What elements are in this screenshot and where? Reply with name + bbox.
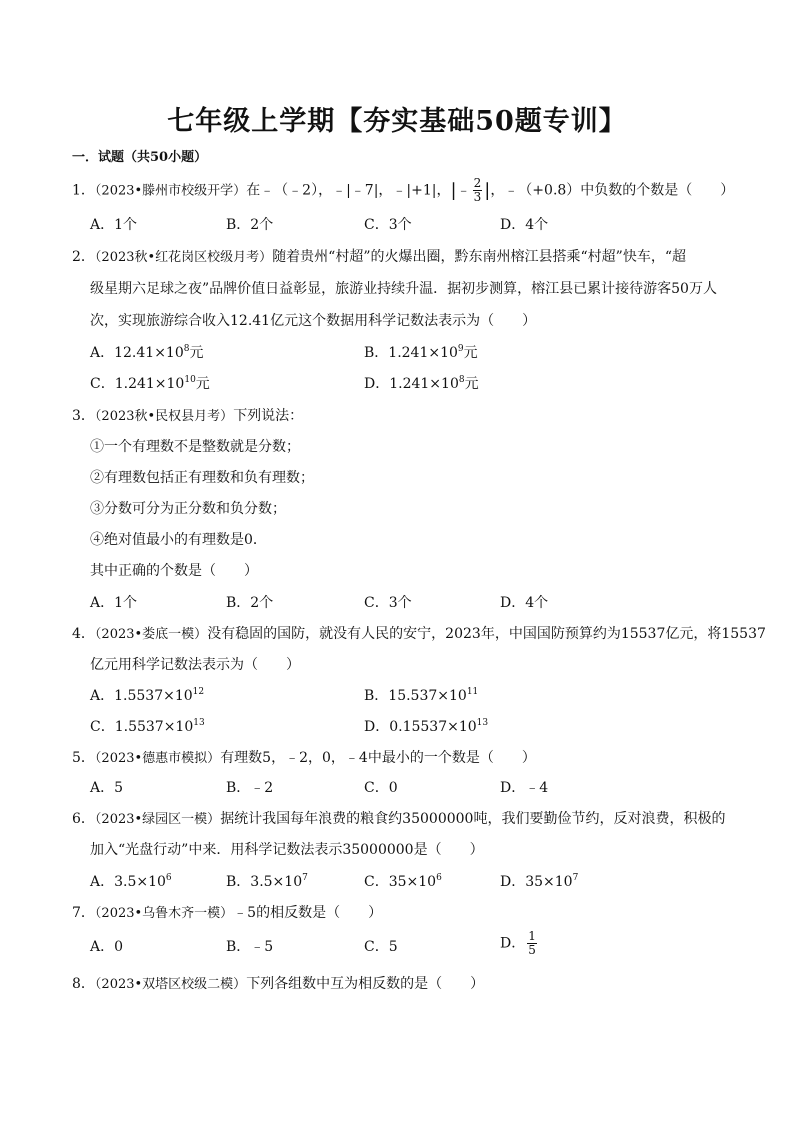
fraction: $\frac{1}{5}$ bbox=[528, 929, 536, 957]
option-d: D．$1.241\times 10^8$元 bbox=[364, 375, 479, 392]
question-4-line-2: 亿元用科学记数法表示为（ ） bbox=[90, 657, 300, 673]
question-source: （2023秋•红花岗区校级月考） bbox=[94, 250, 273, 265]
question-6 bbox=[72, 809, 725, 830]
option-d: D．$35\times 10^7$ bbox=[500, 873, 579, 890]
question-7 bbox=[72, 903, 382, 924]
option-c: C．3个 bbox=[364, 217, 412, 233]
question-text: 没有稳固的国防，就没有人民的安宁，2023年，中国国防预算约为15537亿元，将15537 bbox=[207, 626, 766, 642]
option-b: B．﹣2 bbox=[226, 780, 274, 796]
page-title: 七年级上学期【夯实基础50题专训】 bbox=[167, 106, 627, 137]
option-b: B．$1.241\times 10^9$元 bbox=[364, 344, 478, 361]
option-a: A．0 bbox=[90, 939, 124, 955]
option-a: A．5 bbox=[90, 780, 124, 796]
question-text: 有理数5，﹣2，0，﹣4中最小的一个数是（ ） bbox=[220, 750, 536, 766]
abs-bar-left: | bbox=[450, 179, 457, 201]
question-number: 8． bbox=[72, 976, 95, 992]
question-text: 下列各组数中互为相反数的是（ ） bbox=[246, 976, 485, 992]
option-b: B．2个 bbox=[226, 595, 274, 611]
question-4 bbox=[72, 624, 766, 645]
option-d: D． $\frac{1}{5}$ bbox=[500, 929, 536, 957]
option-b: B．$15.537\times 10^{11}$ bbox=[364, 687, 479, 704]
question-source: （2023•绿园区一模） bbox=[94, 812, 221, 827]
option-a: A．1个 bbox=[90, 217, 138, 233]
question-3 bbox=[72, 406, 303, 427]
option-d: D．4个 bbox=[500, 217, 549, 233]
question-text: 下列说法： bbox=[233, 408, 304, 424]
question-2 bbox=[72, 247, 686, 268]
option-c: C．0 bbox=[364, 780, 398, 796]
abs-bar-right: | bbox=[484, 179, 491, 201]
question-source: （2023•德惠市模拟） bbox=[94, 751, 221, 766]
question-text: 据统计我国每年浪费的粮食约35000000吨，我们要勤俭节约，反对浪费，积极的 bbox=[220, 811, 726, 827]
question-number: 7． bbox=[72, 905, 95, 921]
question-6-line-2: 加入“光盘行动”中来．用科学记数法表示35000000是（ ） bbox=[90, 842, 484, 858]
question-source: （2023•娄底一模） bbox=[94, 627, 208, 642]
fraction bbox=[473, 177, 483, 204]
fraction-denominator: 3 bbox=[473, 190, 482, 204]
question-text: 在﹣（﹣2），﹣|﹣7|，﹣|+1|， bbox=[246, 182, 451, 199]
question-2-line-3: 次，实现旅游综合收入12.41亿元这个数据用科学记数法表示为（ ） bbox=[90, 313, 537, 329]
option-b: B．﹣5 bbox=[226, 939, 274, 955]
option-a: A．$1.5537\times 10^{12}$ bbox=[90, 687, 205, 704]
question-2-line-2: 级星期六足球之夜”品牌价值日益彰显，旅游业持续升温．据初步测算，榕江县已累计接待游客50万人 bbox=[90, 281, 717, 297]
option-a: A．$3.5\times 10^6$ bbox=[90, 873, 172, 890]
question-1: 1．（2023•滕州市校级开学）在﹣（﹣2），﹣|﹣7|，﹣|+1|，|﹣ $\frac{2}{3}$ |，﹣（+0.8）中负数的个数是（ ） bbox=[72, 176, 735, 204]
option-a: A．$12.41\times 10^8$元 bbox=[90, 344, 204, 361]
option-d: D．4个 bbox=[500, 595, 549, 611]
question-3-ask: 其中正确的个数是（ ） bbox=[90, 563, 258, 579]
option-c: C．$35\times 10^6$ bbox=[364, 873, 442, 890]
option-c: C．$1.5537\times 10^{13}$ bbox=[90, 718, 205, 735]
question-5 bbox=[72, 748, 536, 769]
statement-item: ③分数可分为正分数和负分数； bbox=[90, 501, 286, 517]
option-c: C．$1.241\times 10^{10}$元 bbox=[90, 375, 210, 392]
option-a: A．1个 bbox=[90, 595, 138, 611]
fraction-numerator: 2 bbox=[473, 176, 482, 190]
question-number: 1． bbox=[72, 182, 95, 199]
question-8 bbox=[72, 974, 484, 995]
question-number: 6． bbox=[72, 811, 95, 827]
question-text: ﹣5的相反数是（ ） bbox=[233, 905, 383, 921]
option-b: B．2个 bbox=[226, 217, 274, 233]
option-d: D．$0.15537\times 10^{13}$ bbox=[364, 718, 489, 735]
question-source: （2023•双塔区校级二模） bbox=[94, 977, 247, 992]
statement-item: ④绝对值最小的有理数是0． bbox=[90, 532, 267, 548]
question-source: （2023•滕州市校级开学） bbox=[94, 183, 247, 199]
question-text: ，﹣（+0.8）中负数的个数是（ ） bbox=[490, 182, 735, 199]
question-source: （2023秋•民权县月考） bbox=[94, 409, 234, 424]
question-number: 3． bbox=[72, 408, 95, 424]
question-source: （2023•乌鲁木齐一模） bbox=[94, 906, 234, 921]
statement-item: ①一个有理数不是整数就是分数； bbox=[90, 439, 300, 455]
section-heading: 一．试题（共50小题） bbox=[72, 150, 208, 165]
option-d: D．﹣4 bbox=[500, 780, 549, 796]
statement-item: ②有理数包括正有理数和负有理数； bbox=[90, 470, 314, 486]
question-number: 5． bbox=[72, 750, 95, 766]
question-number: 2． bbox=[72, 249, 95, 265]
option-c: C．3个 bbox=[364, 595, 412, 611]
option-b: B．$3.5\times 10^7$ bbox=[226, 873, 308, 890]
option-c: C．5 bbox=[364, 939, 398, 955]
question-text: 随着贵州“村超”的火爆出圈，黔东南州榕江县搭乘“村超”快车，“超 bbox=[272, 249, 686, 265]
question-number: 4． bbox=[72, 626, 95, 642]
